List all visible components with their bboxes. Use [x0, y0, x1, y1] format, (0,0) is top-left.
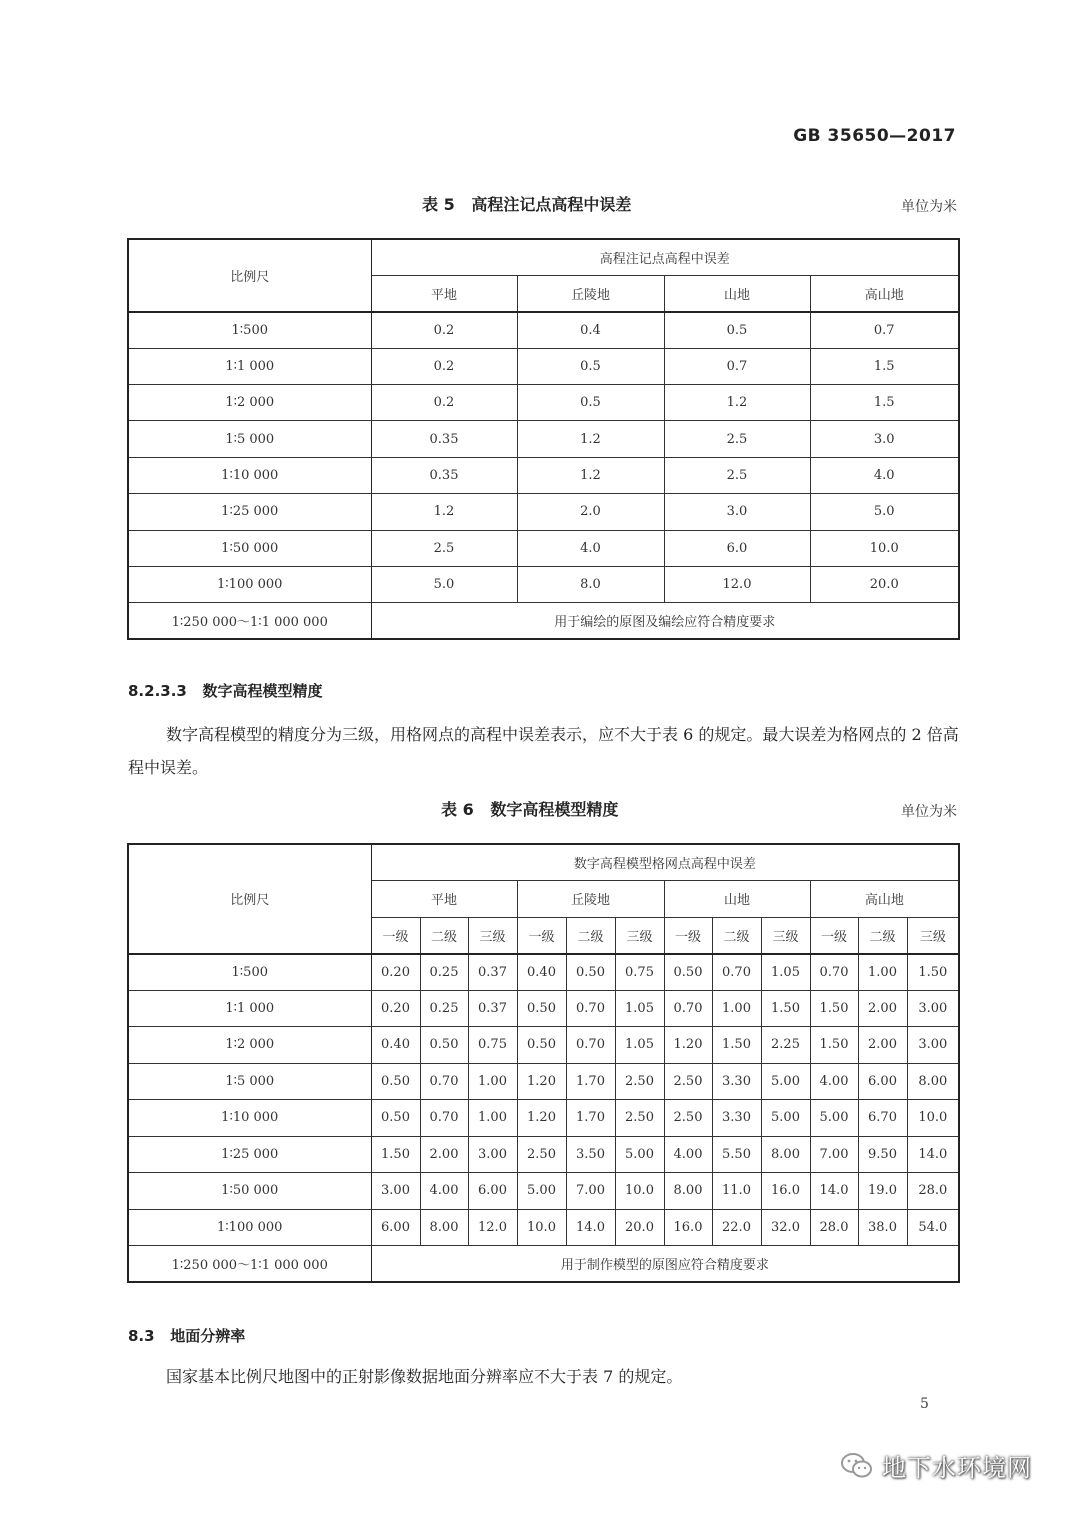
- value-cell: 3.00: [907, 1027, 959, 1064]
- scale-cell: 1∶100 000: [128, 567, 371, 603]
- value-cell: 5.00: [810, 1100, 858, 1137]
- value-cell: 1.50: [907, 954, 959, 991]
- level-header: 一级: [810, 917, 858, 954]
- value-cell: 6.70: [858, 1100, 907, 1137]
- scale-cell: 1∶500: [128, 312, 371, 348]
- scale-cell: 1∶1 000: [128, 990, 371, 1027]
- watermark: [840, 1448, 1032, 1483]
- value-cell: 0.70: [810, 954, 858, 991]
- scale-cell: 1∶5 000: [128, 1063, 371, 1100]
- value-cell: 5.00: [517, 1173, 566, 1210]
- scale-cell: 1∶2 000: [128, 385, 371, 421]
- value-cell: 1.50: [761, 990, 810, 1027]
- level-header: 三级: [907, 917, 959, 954]
- value-cell: 12.0: [664, 567, 810, 603]
- section-8-3-body: 国家基本比例尺地图中的正射影像数据地面分辨率应不大于表 7 的规定。: [166, 1367, 683, 1386]
- value-cell: 20.0: [615, 1209, 664, 1246]
- value-cell: 0.20: [371, 954, 420, 991]
- value-cell: 2.00: [858, 1027, 907, 1064]
- value-cell: 4.0: [810, 457, 959, 493]
- value-cell: 0.40: [517, 954, 566, 991]
- scale-cell: 1∶500: [128, 954, 371, 991]
- value-cell: 1.05: [615, 990, 664, 1027]
- table5: [127, 238, 960, 640]
- value-cell: 3.00: [907, 990, 959, 1027]
- value-cell: 0.5: [517, 348, 664, 384]
- page-number: 5: [920, 1396, 929, 1412]
- table-row: [128, 1246, 959, 1283]
- table-row: [128, 1136, 959, 1173]
- table-row: [128, 1209, 959, 1246]
- scale-cell: 1∶10 000: [128, 457, 371, 493]
- terrain-header: 平地: [371, 275, 517, 311]
- terrain-header: 高山地: [810, 881, 959, 918]
- value-cell: 6.00: [468, 1173, 517, 1210]
- scale-cell: 1∶100 000: [128, 1209, 371, 1246]
- value-cell: 6.00: [858, 1063, 907, 1100]
- value-cell: 1.20: [664, 1027, 712, 1064]
- group-header: 数字高程模型格网点高程中误差: [371, 844, 959, 881]
- value-cell: 1.5: [810, 385, 959, 421]
- table6: [127, 843, 960, 1283]
- value-cell: 0.5: [664, 312, 810, 348]
- value-cell: 3.0: [664, 494, 810, 530]
- scale-header: 比例尺: [128, 844, 371, 954]
- value-cell: 0.75: [468, 1027, 517, 1064]
- value-cell: 0.25: [420, 990, 468, 1027]
- value-cell: 2.50: [664, 1063, 712, 1100]
- value-cell: 8.00: [664, 1173, 712, 1210]
- scale-cell: 1∶10 000: [128, 1100, 371, 1137]
- note-cell: 用于制作模型的原图应符合精度要求: [371, 1246, 959, 1283]
- value-cell: 3.50: [566, 1136, 615, 1173]
- value-cell: 0.70: [420, 1100, 468, 1137]
- value-cell: 0.4: [517, 312, 664, 348]
- value-cell: 32.0: [761, 1209, 810, 1246]
- value-cell: 0.75: [615, 954, 664, 991]
- value-cell: 1.00: [712, 990, 761, 1027]
- value-cell: 1.05: [615, 1027, 664, 1064]
- table-row: [128, 530, 959, 566]
- table-row: [128, 385, 959, 421]
- table-row: [128, 348, 959, 384]
- table6-caption: 表 6 数字高程模型精度: [441, 800, 619, 819]
- scale-cell: 1∶50 000: [128, 530, 371, 566]
- table-row: [128, 421, 959, 457]
- value-cell: 4.00: [664, 1136, 712, 1173]
- value-cell: 0.50: [664, 954, 712, 991]
- table-row: [128, 603, 959, 639]
- value-cell: 2.5: [664, 457, 810, 493]
- table-row: [128, 1173, 959, 1210]
- scale-cell: 1∶25 000: [128, 1136, 371, 1173]
- value-cell: 0.7: [664, 348, 810, 384]
- value-cell: 0.50: [371, 1063, 420, 1100]
- value-cell: 1.50: [810, 1027, 858, 1064]
- level-header: 三级: [615, 917, 664, 954]
- value-cell: 2.50: [517, 1136, 566, 1173]
- value-cell: 0.37: [468, 990, 517, 1027]
- value-cell: 8.00: [761, 1136, 810, 1173]
- value-cell: 1.70: [566, 1063, 615, 1100]
- value-cell: 3.0: [810, 421, 959, 457]
- terrain-header: 丘陵地: [517, 881, 664, 918]
- value-cell: 1.20: [517, 1100, 566, 1137]
- value-cell: 0.50: [517, 1027, 566, 1064]
- value-cell: 7.00: [810, 1136, 858, 1173]
- value-cell: 1.2: [371, 494, 517, 530]
- level-header: 三级: [468, 917, 517, 954]
- value-cell: 0.50: [566, 954, 615, 991]
- terrain-header: 山地: [664, 881, 810, 918]
- terrain-header: 丘陵地: [517, 275, 664, 311]
- value-cell: 2.25: [761, 1027, 810, 1064]
- value-cell: 12.0: [468, 1209, 517, 1246]
- value-cell: 6.0: [664, 530, 810, 566]
- value-cell: 1.5: [810, 348, 959, 384]
- table-row: [128, 954, 959, 991]
- value-cell: 2.50: [664, 1100, 712, 1137]
- value-cell: 7.00: [566, 1173, 615, 1210]
- value-cell: 0.40: [371, 1027, 420, 1064]
- value-cell: 14.0: [907, 1136, 959, 1173]
- value-cell: 0.70: [566, 1027, 615, 1064]
- level-header: 三级: [761, 917, 810, 954]
- value-cell: 1.2: [664, 385, 810, 421]
- terrain-header: 平地: [371, 881, 517, 918]
- value-cell: 0.50: [371, 1100, 420, 1137]
- value-cell: 0.2: [371, 312, 517, 348]
- value-cell: 1.2: [517, 457, 664, 493]
- value-cell: 1.05: [761, 954, 810, 991]
- value-cell: 2.5: [371, 530, 517, 566]
- value-cell: 0.70: [664, 990, 712, 1027]
- value-cell: 1.20: [517, 1063, 566, 1100]
- value-cell: 5.00: [615, 1136, 664, 1173]
- value-cell: 1.50: [712, 1027, 761, 1064]
- table-row: [128, 1100, 959, 1137]
- note-cell: 用于编绘的原图及编绘应符合精度要求: [371, 603, 959, 639]
- value-cell: 0.25: [420, 954, 468, 991]
- value-cell: 10.0: [517, 1209, 566, 1246]
- value-cell: 1.50: [371, 1136, 420, 1173]
- value-cell: 2.50: [615, 1063, 664, 1100]
- watermark-text: 地下水环境网: [882, 1454, 1032, 1482]
- value-cell: 28.0: [810, 1209, 858, 1246]
- table-row: [128, 1027, 959, 1064]
- table-row: [128, 1063, 959, 1100]
- value-cell: 10.0: [615, 1173, 664, 1210]
- value-cell: 0.70: [712, 954, 761, 991]
- value-cell: 3.00: [371, 1173, 420, 1210]
- value-cell: 5.00: [761, 1063, 810, 1100]
- value-cell: 10.0: [907, 1100, 959, 1137]
- value-cell: 1.70: [566, 1100, 615, 1137]
- value-cell: 5.0: [810, 494, 959, 530]
- value-cell: 1.50: [810, 990, 858, 1027]
- value-cell: 22.0: [712, 1209, 761, 1246]
- value-cell: 8.0: [517, 567, 664, 603]
- value-cell: 0.20: [371, 990, 420, 1027]
- value-cell: 6.00: [371, 1209, 420, 1246]
- level-header: 二级: [858, 917, 907, 954]
- group-header: 高程注记点高程中误差: [371, 239, 959, 275]
- value-cell: 19.0: [858, 1173, 907, 1210]
- table-header-row: [128, 239, 959, 275]
- table-row: [128, 457, 959, 493]
- value-cell: 2.5: [664, 421, 810, 457]
- value-cell: 4.00: [810, 1063, 858, 1100]
- value-cell: 3.30: [712, 1100, 761, 1137]
- value-cell: 3.00: [468, 1136, 517, 1173]
- level-header: 二级: [566, 917, 615, 954]
- level-header: 一级: [371, 917, 420, 954]
- value-cell: 5.00: [761, 1100, 810, 1137]
- value-cell: 0.50: [420, 1027, 468, 1064]
- value-cell: 0.70: [566, 990, 615, 1027]
- value-cell: 0.35: [371, 457, 517, 493]
- value-cell: 2.50: [615, 1100, 664, 1137]
- terrain-header: 山地: [664, 275, 810, 311]
- value-cell: 9.50: [858, 1136, 907, 1173]
- scale-header: 比例尺: [128, 239, 371, 312]
- level-header: 二级: [712, 917, 761, 954]
- value-cell: 2.00: [420, 1136, 468, 1173]
- scale-cell: 1∶5 000: [128, 421, 371, 457]
- table5-caption: 表 5 高程注记点高程中误差: [422, 195, 632, 214]
- table6-unit: 单位为米: [901, 804, 957, 820]
- scale-cell: 1∶1 000: [128, 348, 371, 384]
- value-cell: 0.50: [517, 990, 566, 1027]
- value-cell: 2.0: [517, 494, 664, 530]
- value-cell: 11.0: [712, 1173, 761, 1210]
- value-cell: 14.0: [810, 1173, 858, 1210]
- scale-cell: 1∶50 000: [128, 1173, 371, 1210]
- scale-cell: 1∶250 000～1∶1 000 000: [128, 603, 371, 639]
- value-cell: 54.0: [907, 1209, 959, 1246]
- value-cell: 3.30: [712, 1063, 761, 1100]
- table-row: [128, 312, 959, 348]
- value-cell: 38.0: [858, 1209, 907, 1246]
- section-8-3-heading: 8.3 地面分辨率: [128, 1327, 246, 1345]
- value-cell: 5.0: [371, 567, 517, 603]
- value-cell: 4.0: [517, 530, 664, 566]
- level-header: 一级: [664, 917, 712, 954]
- section-8-2-3-3-heading: 8.2.3.3 数字高程模型精度: [128, 682, 323, 700]
- value-cell: 0.7: [810, 312, 959, 348]
- value-cell: 20.0: [810, 567, 959, 603]
- table-row: [128, 990, 959, 1027]
- terrain-header: 高山地: [810, 275, 959, 311]
- value-cell: 5.50: [712, 1136, 761, 1173]
- value-cell: 16.0: [664, 1209, 712, 1246]
- value-cell: 2.00: [858, 990, 907, 1027]
- table-row: [128, 494, 959, 530]
- value-cell: 0.37: [468, 954, 517, 991]
- value-cell: 0.35: [371, 421, 517, 457]
- value-cell: 0.70: [420, 1063, 468, 1100]
- level-header: 二级: [420, 917, 468, 954]
- scale-cell: 1∶2 000: [128, 1027, 371, 1064]
- level-header: 一级: [517, 917, 566, 954]
- value-cell: 14.0: [566, 1209, 615, 1246]
- value-cell: 1.00: [468, 1100, 517, 1137]
- standard-number: GB 35650—2017: [793, 126, 956, 146]
- section-8-2-3-3-body: 数字高程模型的精度分为三级，用格网点的高程中误差表示，应不大于表 6 的规定。最大误差为格网点的 2 倍高程中误差。: [128, 725, 959, 777]
- value-cell: 1.00: [468, 1063, 517, 1100]
- table5-unit: 单位为米: [901, 199, 957, 215]
- value-cell: 8.00: [907, 1063, 959, 1100]
- table-row: [128, 567, 959, 603]
- value-cell: 0.2: [371, 348, 517, 384]
- value-cell: 4.00: [420, 1173, 468, 1210]
- value-cell: 0.2: [371, 385, 517, 421]
- value-cell: 1.00: [858, 954, 907, 991]
- value-cell: 1.2: [517, 421, 664, 457]
- table-header-row: [128, 844, 959, 881]
- scale-cell: 1∶250 000～1∶1 000 000: [128, 1246, 371, 1283]
- value-cell: 10.0: [810, 530, 959, 566]
- value-cell: 16.0: [761, 1173, 810, 1210]
- value-cell: 8.00: [420, 1209, 468, 1246]
- value-cell: 28.0: [907, 1173, 959, 1210]
- value-cell: 0.5: [517, 385, 664, 421]
- scale-cell: 1∶25 000: [128, 494, 371, 530]
- wechat-icon: [840, 1451, 874, 1481]
